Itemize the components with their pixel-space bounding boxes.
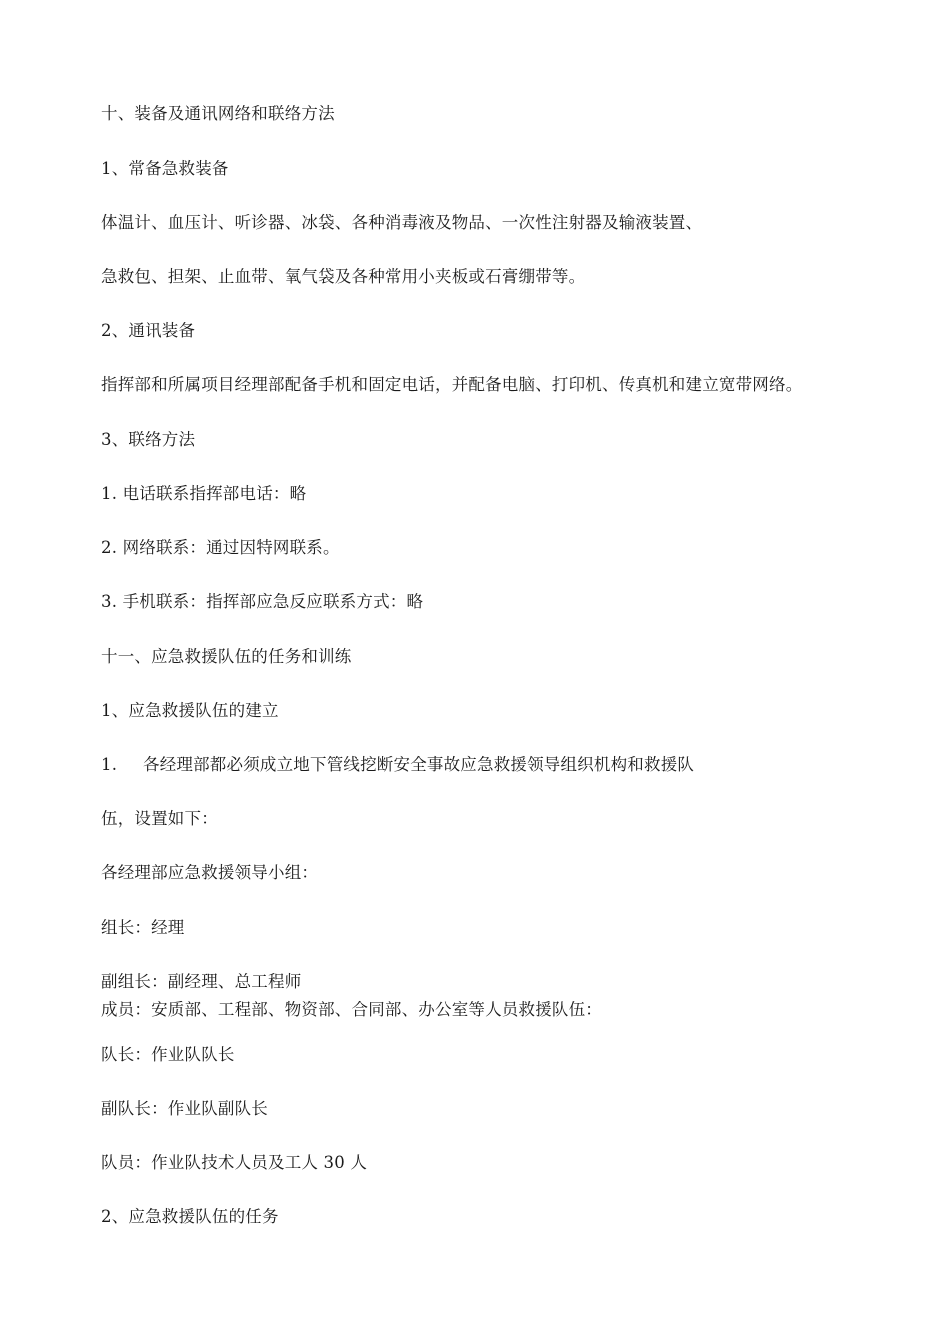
list-marker: 1. (101, 755, 118, 774)
list-item-text: 各经理部都必须成立地下管线挖断安全事故应急救援领导组织机构和救援队 (143, 755, 695, 774)
subheading-communication: 2、通讯装备 (101, 321, 196, 340)
section-heading-rescue-team: 十一、应急救援队伍的任务和训练 (101, 647, 352, 666)
paragraph-communication: 指挥部和所属项目经理部配备手机和固定电话，并配备电脑、打印机、传真机和建立宽带网络。 (101, 375, 803, 394)
subheading-team-tasks: 2、应急救援队伍的任务 (101, 1207, 279, 1226)
contact-mobile: 3. 手机联系：指挥部应急反应联系方式：略 (101, 592, 424, 611)
subheading-first-aid: 1、常备急救装备 (101, 159, 229, 178)
role-members: 成员：安质部、工程部、物资部、合同部、办公室等人员救援队伍： (101, 1000, 602, 1019)
subheading-team-setup: 1、应急救援队伍的建立 (101, 701, 279, 720)
paragraph-first-aid-list-2: 急救包、担架、止血带、氧气袋及各种常用小夹板或石膏绷带等。 (101, 267, 586, 286)
paragraph-leader-group: 各经理部应急救援领导小组： (101, 863, 319, 882)
role-team-members: 队员：作业队技术人员及工人 30 人 (101, 1153, 368, 1172)
subheading-contact-methods: 3、联络方法 (101, 430, 196, 449)
role-team-captain: 队长：作业队队长 (101, 1045, 235, 1064)
paragraph-continuation: 伍，设置如下： (101, 809, 218, 828)
contact-network: 2. 网络联系：通过因特网联系。 (101, 538, 340, 557)
role-leader: 组长：经理 (101, 918, 185, 937)
list-item-team-setup (101, 754, 694, 776)
role-deputy-captain: 副队长：作业队副队长 (101, 1099, 268, 1118)
role-deputy-leader: 副组长：副经理、总工程师 (101, 972, 302, 991)
paragraph-first-aid-list-1: 体温计、血压计、听诊器、冰袋、各种消毒液及物品、一次性注射器及输液装置、 (101, 213, 703, 232)
section-heading-equipment: 十、装备及通讯网络和联络方法 (101, 104, 335, 123)
contact-phone: 1. 电话联系指挥部电话：略 (101, 484, 307, 503)
